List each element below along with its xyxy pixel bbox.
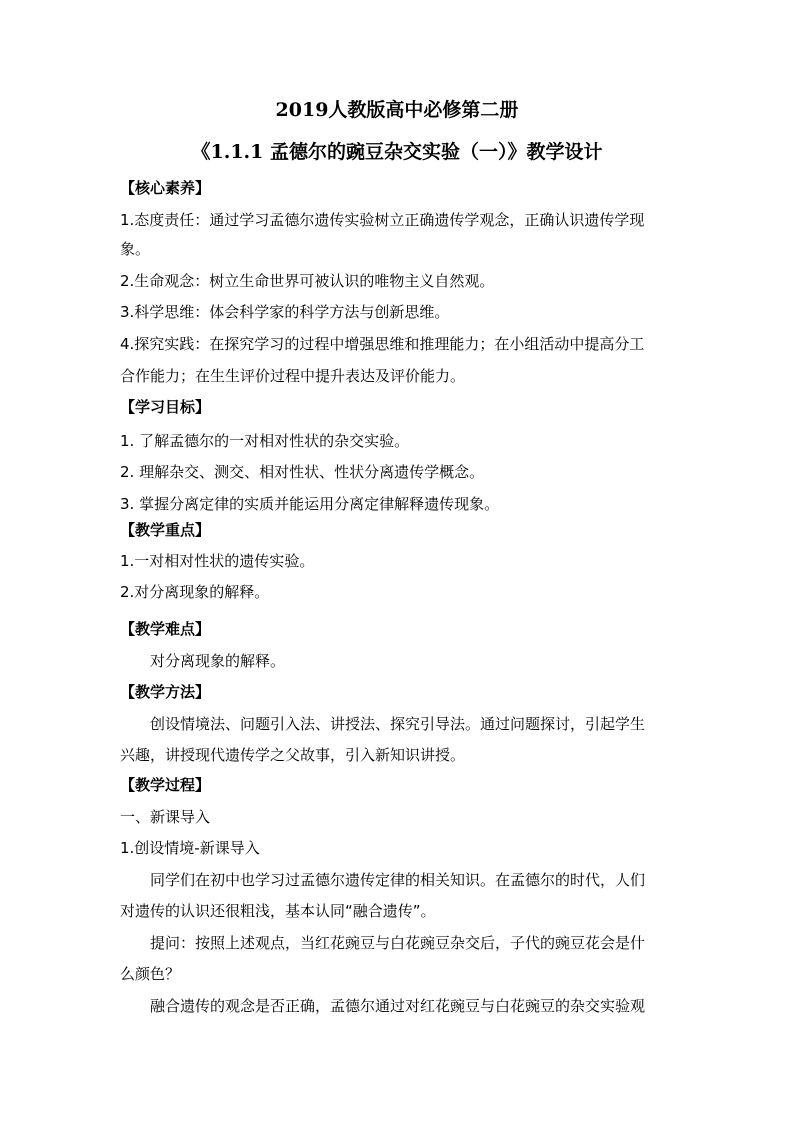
core-literacy-line: 合作能力；在生生评价过程中提升表达及评价能力。 <box>120 367 466 385</box>
key-point-item: 1.一对相对性状的遗传实验。 <box>120 552 315 570</box>
core-literacy-line: 象。 <box>120 240 151 258</box>
section-heading-teaching-methods: 【教学方法】 <box>120 683 211 701</box>
learning-goal-item: 1. 了解孟德尔的一对相对性状的杂交实验。 <box>120 432 410 450</box>
process-paragraph-line: 融合遗传的观念是否正确，孟德尔通过对红花豌豆与白花豌豆的杂交实验观 <box>150 997 646 1015</box>
core-literacy-line: 4.探究实践：在探究学习的过程中增强思维和推理能力；在小组活动中提高分工 <box>120 335 645 353</box>
process-subsection-title: 1.创设情境-新课导入 <box>120 839 260 857</box>
core-literacy-line: 3.科学思维：体会科学家的科学方法与创新思维。 <box>120 303 450 321</box>
learning-goal-item: 2. 理解杂交、测交、相对性状、性状分离遗传学概念。 <box>120 463 485 481</box>
difficulty-item: 对分离现象的解释。 <box>150 652 286 670</box>
section-heading-core-literacy: 【核心素养】 <box>120 179 211 197</box>
process-paragraph-line: 同学们在初中也学习过孟德尔遗传定律的相关知识。在孟德尔的时代，人们 <box>150 871 646 889</box>
teaching-method-paragraph-line: 创设情境法、问题引入法、讲授法、探究引导法。通过问题探讨，引起学生 <box>150 715 646 733</box>
process-paragraph-line: 对遗传的认识还很粗浅，基本认同“融合遗传”。 <box>120 902 436 920</box>
process-section-title: 一、新课导入 <box>120 808 211 826</box>
key-point-item: 2.对分离现象的解释。 <box>120 583 270 601</box>
core-literacy-line: 1.态度责任：通过学习孟德尔遗传实验树立正确遗传学观念，正确认识遗传学现 <box>120 211 645 229</box>
learning-goal-item: 3. 掌握分离定律的实质并能运用分离定律解释遗传现象。 <box>120 495 500 513</box>
document-title-line-1: 2019人教版高中必修第二册 <box>275 99 519 121</box>
section-heading-teaching-process: 【教学过程】 <box>120 776 211 794</box>
section-heading-difficulties: 【教学难点】 <box>120 620 211 638</box>
process-paragraph-line: 提问：按照上述观点，当红花豌豆与白花豌豆杂交后，子代的豌豆花会是什 <box>150 934 646 952</box>
section-heading-key-points: 【教学重点】 <box>120 521 211 539</box>
process-paragraph-line: 么颜色？ <box>120 965 181 983</box>
core-literacy-line: 2.生命观念：树立生命世界可被认识的唯物主义自然观。 <box>120 272 495 290</box>
document-title-line-2: 《1.1.1 孟德尔的豌豆杂交实验（一）》教学设计 <box>191 141 603 163</box>
teaching-method-paragraph-line: 兴趣，讲授现代遗传学之父故事，引入新知识讲授。 <box>120 746 466 764</box>
section-heading-learning-goals: 【学习目标】 <box>120 398 211 416</box>
